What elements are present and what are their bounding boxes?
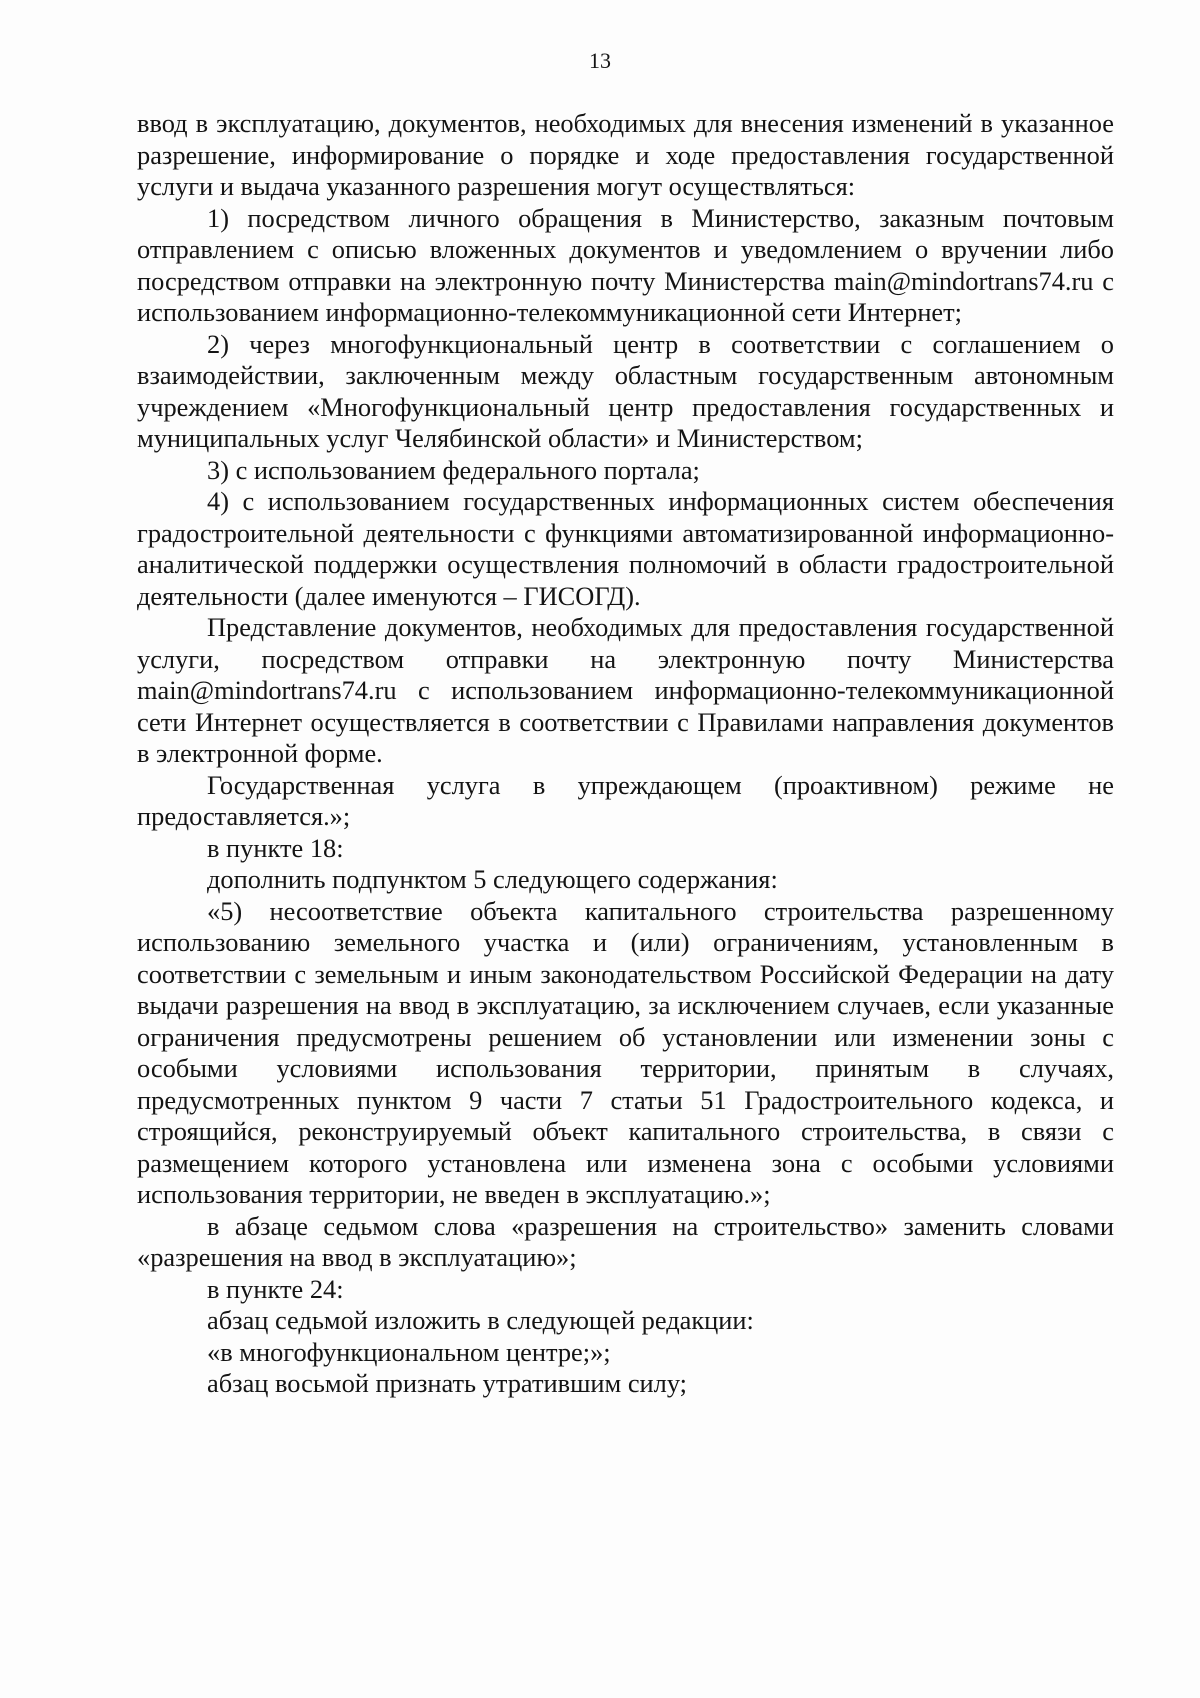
paragraph-item-2: 2) через многофункциональный центр в соответствии с соглашением о взаимодействии, заключенным между областным государственным автономным учреждением «Многофункциональный центр предоставления государственных и муниципальных услуг Челябинской области» и Министерством; xyxy=(137,328,1114,453)
paragraph-item-3: 3) с использованием федерального портала; xyxy=(207,454,700,485)
paragraph-point-18: в пункте 18: xyxy=(207,832,344,863)
paragraph-add-subpoint: дополнить подпунктом 5 следующего содержания: xyxy=(207,864,778,894)
paragraph-item-4: 4) с использованием государственных информационных систем обеспечения градостроительной деятельности с функциями автоматизированной информационно-аналитической поддержки осуществления полномочий в области градостроительной деятельности (далее именуются – ГИСОГД). xyxy=(137,486,1114,611)
paragraph-point-24: в пункте 24: xyxy=(207,1273,344,1304)
paragraph-continuation: ввод в эксплуатацию, документов, необходимых для внесения изменений в указанное разрешение, информирование о порядке и ходе предоставления государственной услуги и выдача указанного разрешения могут осуществляться: xyxy=(137,108,1114,201)
paragraph-subpoint-5: «5) несоответствие объекта капитального строительства разрешенному использованию земельного участка и (или) ограничениям, установленным в соответствии с земельным и иным законодательством Российской Федерации на дату выдачи разрешения на ввод в эксплуатацию, за исключением случаев, если указанные ограничения предусмотрены решением об установлении или изменении зоны с особыми условиями использования территории, принятым в случаях, предусмотренных пунктом 9 части 7 статьи 51 Градостроительного кодекса, и строящийся, реконструируемый объект капитального строительства, в связи с размещением которого установлена или изменена зона с особыми условиями использования территории, не введен в эксплуатацию.»; xyxy=(137,895,1114,1209)
paragraph-proactive-mode: Государственная услуга в упреждающем (проактивном) режиме не предоставляется.»; xyxy=(137,769,1114,831)
paragraph-mfc: «в многофункциональном центре;»; xyxy=(207,1336,611,1367)
page-number: 13 xyxy=(589,48,611,73)
paragraph-eighth-abzac: абзац восьмой признать утратившим силу; xyxy=(207,1368,688,1398)
paragraph-submission: Представление документов, необходимых для предоставления государственной услуги, посредством отправки на электронную почту Министерства main@mindortrans74.ru с использованием информационно-телекоммуникационной сети Интернет осуществляется в соответствии с Правилами направления документов в электронной форме. xyxy=(137,612,1114,768)
paragraph-seventh-abzac: в абзаце седьмом слова «разрешения на строительство» заменить словами «разрешения на ввод в эксплуатацию»; xyxy=(137,1210,1114,1272)
document-body xyxy=(137,108,1114,1400)
paragraph-item-1: 1) посредством личного обращения в Министерство, заказным почтовым отправлением с описью вложенных документов и уведомлением о вручении либо посредством отправки на электронную почту Министерства main@mindortrans74.ru с использованием информационно-телекоммуникационной сети Интернет; xyxy=(137,202,1114,327)
paragraph-new-edition: абзац седьмой изложить в следующей редакции: xyxy=(207,1305,754,1335)
